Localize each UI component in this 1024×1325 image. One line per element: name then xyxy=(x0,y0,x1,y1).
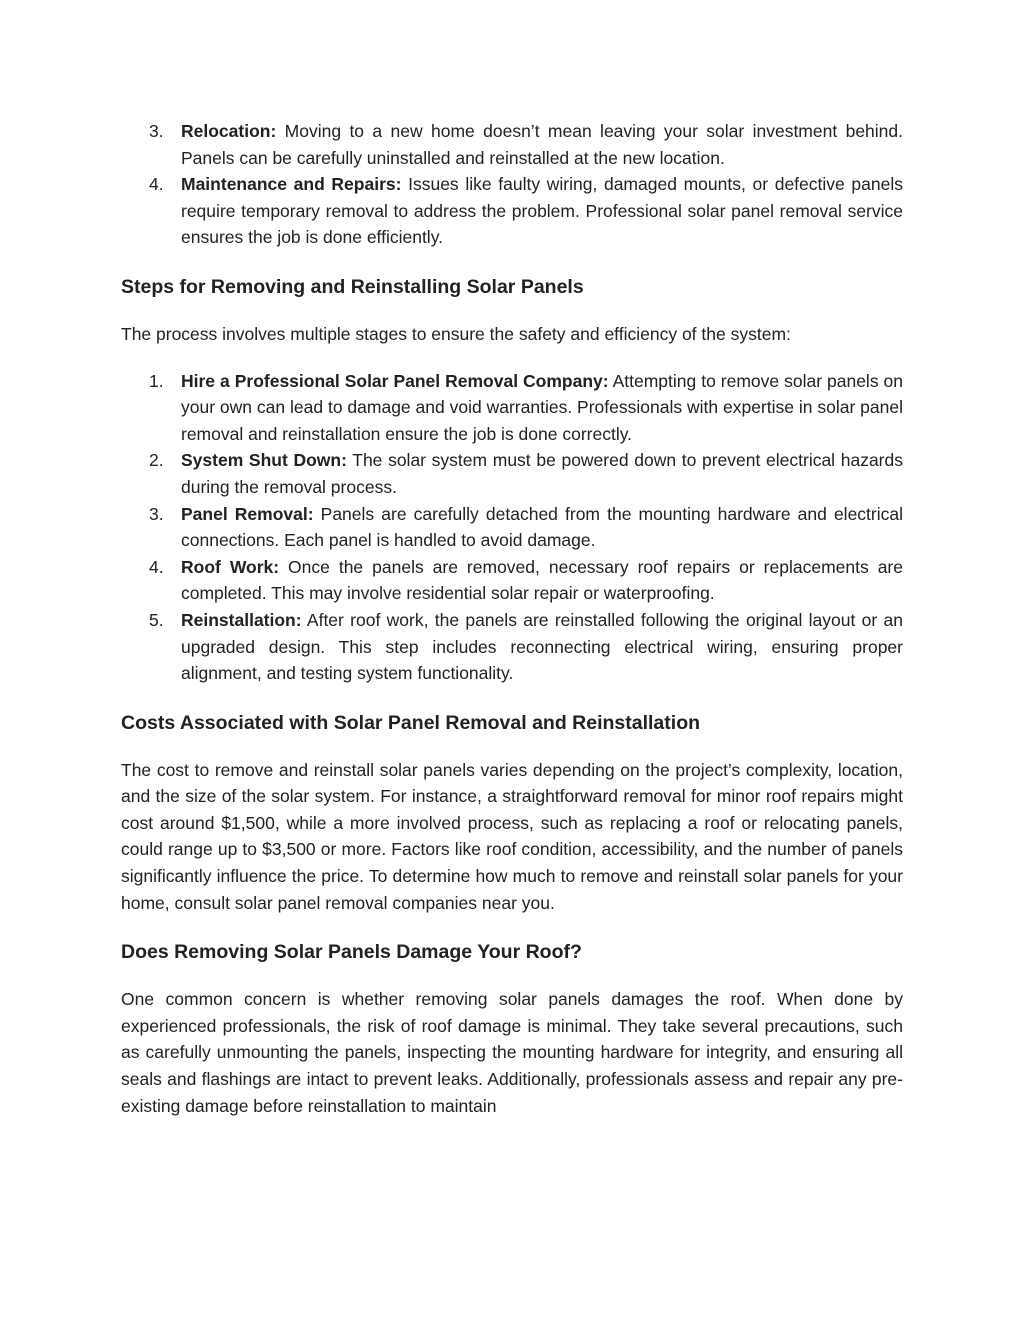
list-item xyxy=(121,118,903,171)
list-term: Reinstallation: xyxy=(181,609,302,630)
list-item xyxy=(121,368,903,448)
list-term: Panel Removal: xyxy=(181,503,314,524)
list-term: Hire a Professional Solar Panel Removal Company: xyxy=(181,370,609,391)
list-text: The solar system must be powered down to prevent electrical hazards during the removal process. xyxy=(181,450,903,497)
list-item xyxy=(121,171,903,251)
document-page xyxy=(121,118,903,1119)
list-number: 3. xyxy=(149,121,164,141)
list-number: 4. xyxy=(149,556,164,577)
list-term: System Shut Down: xyxy=(181,450,347,471)
list-number: 5. xyxy=(149,609,164,630)
list-number: 4. xyxy=(149,174,164,195)
list-number: 2. xyxy=(149,450,164,471)
list-item xyxy=(121,447,903,500)
steps-heading: Steps for Removing and Reinstalling Solar Panels xyxy=(121,275,584,298)
list-item xyxy=(121,554,903,607)
list-number: 3. xyxy=(149,503,164,524)
damage-body: One common concern is whether removing solar panels damages the roof. When done by experienced professionals, the risk of roof damage is minimal. They take several precautions, such as carefully unmounting the panels, inspecting the mounting hardware for integrity, and ensuring all seals and flashings are intact to prevent leaks. Additionally, professionals assess and repair any pre-existing damage before reinstallation to maintain xyxy=(121,989,903,1116)
list-term: Roof Work: xyxy=(181,556,280,577)
steps-list xyxy=(121,368,903,687)
list-text: Moving to a new home doesn’t mean leaving your solar investment behind. Panels can be carefully uninstalled and reinstalled at the new location. xyxy=(181,121,903,168)
list-text: Once the panels are removed, necessary roof repairs or replacements are completed. This may involve residential solar repair or waterproofing. xyxy=(181,556,903,604)
reasons-list-continued xyxy=(121,118,903,251)
list-term: Relocation: xyxy=(181,121,277,141)
list-text: After roof work, the panels are reinstalled following the original layout or an upgraded design. This step includes reconnecting electrical wiring, ensuring proper alignment, and testing system functionality. xyxy=(181,609,903,684)
list-text: Panels are carefully detached from the mounting hardware and electrical connections. Each panel is handled to avoid damage. xyxy=(181,503,903,551)
list-term: Maintenance and Repairs: xyxy=(181,174,402,195)
costs-heading: Costs Associated with Solar Panel Removal and Reinstallation xyxy=(121,711,701,734)
damage-heading: Does Removing Solar Panels Damage Your Roof? xyxy=(121,941,582,964)
steps-intro: The process involves multiple stages to ensure the safety and efficiency of the system: xyxy=(121,323,791,344)
list-item xyxy=(121,501,903,554)
list-item xyxy=(121,607,903,687)
list-text: Attempting to remove solar panels on your own can lead to damage and void warranties. Professionals with expertise in solar panel removal and reinstallation ensure the job is done correctly. xyxy=(181,370,904,444)
costs-body: The cost to remove and reinstall solar panels varies depending on the project’s complexity, location, and the size of the solar system. For instance, a straightforward removal for minor roof repairs might cost around $1,500, while a more involved process, such as replacing a roof or relocating panels, could range up to $3,500 or more. Factors like roof condition, accessibility, and the number of panels significantly influence the price. To determine how much to remove and reinstall solar panels for your home, consult solar panel removal companies near you. xyxy=(121,759,903,913)
list-text: Issues like faulty wiring, damaged mounts, or defective panels require temporary removal to address the problem. Professional solar panel removal service ensures the job is done efficiently. xyxy=(181,174,903,248)
list-number: 1. xyxy=(149,370,164,391)
